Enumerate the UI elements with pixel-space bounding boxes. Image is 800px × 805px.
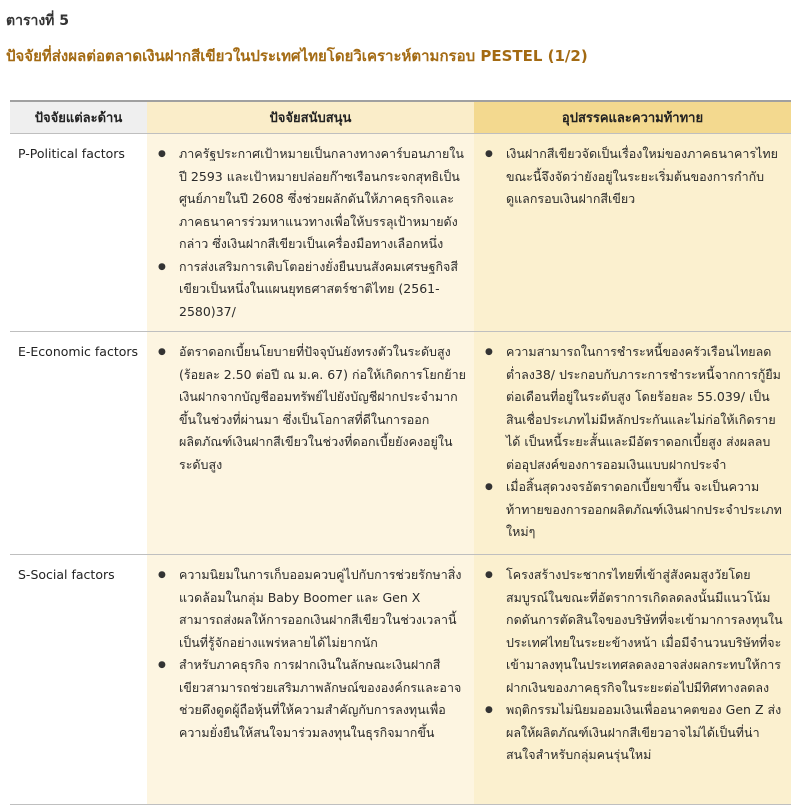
support-cell xyxy=(147,332,474,555)
support-cell xyxy=(147,134,474,332)
support-cell xyxy=(147,555,474,805)
table-row xyxy=(10,332,791,555)
table-row xyxy=(10,555,791,805)
header-obstacles: อุปสรรคและความท้าทาย xyxy=(474,101,791,134)
factor-cell: P-Political factors xyxy=(10,134,147,332)
header-factor: ปัจจัยแต่ละด้าน xyxy=(10,101,147,134)
obstacle-cell xyxy=(474,134,791,332)
list-item: ● สำหรับภาคธุรกิจ การฝากเงินในลักษณะเงินฝากสีเขียวสามารถช่วยเสริมภาพลักษณ์ขององค์กรและอาจช่วยดึงดูดผู้ถือหุ้นที่ให้ความสำคัญกับการลงทุนเพื่อความยั่งยืนให้สนใจมาร่วมลงทุนในธุรกิจมากขึ้น xyxy=(155,654,466,744)
header-supporting: ปัจจัยสนับสนุน xyxy=(147,101,474,134)
pestel-table xyxy=(10,100,791,805)
list-item: ● เงินฝากสีเขียวจัดเป็นเรื่องใหม่ของภาคธนาคารไทย ขณะนี้จึงจัดว่ายังอยู่ในระยะเริ่มต้นของการกำกับดูแลกรอบเงินฝากสีเขียว xyxy=(482,143,783,211)
obstacle-cell xyxy=(474,332,791,555)
table-title: ปัจจัยที่ส่งผลต่อตลาดเงินฝากสีเขียวในประเทศไทยโดยวิเคราะห์ตามกรอบ PESTEL (1/2) xyxy=(6,47,588,65)
factor-cell: E-Economic factors xyxy=(10,332,147,555)
list-item: ● ความนิยมในการเก็บออมควบคู่ไปกับการช่วยรักษาสิ่งแวดล้อมในกลุ่ม Baby Boomer และ Gen X สามารถส่งผลให้การออกเงินฝากสีเขียวในช่วงเวลานี้เป็นที่รู้จักอย่างแพร่หลายได้ไม่ยากนัก xyxy=(155,564,466,654)
list-item: ● ภาครัฐประกาศเป้าหมายเป็นกลางทางคาร์บอนภายในปี 2593 และเป้าหมายปล่อยก๊าซเรือนกระจกสุทธิเป็นศูนย์ภายในปี 2608 ซึ่งช่วยผลักดันให้ภาคธุรกิจและภาคธนาคารร่วมหาแนวทางเพื่อให้บรรลุเป้าหมายดังกล่าว ซึ่งเงินฝากสีเขียวเป็นเครื่องมือทางเลือกหนึ่ง xyxy=(155,143,466,256)
list-item: ● เมื่อสิ้นสุดวงจรอัตราดอกเบี้ยขาขึ้น จะเป็นความท้าทายของการออกผลิตภัณฑ์เงินฝากประจำประเภทใหม่ๆ xyxy=(482,476,783,544)
header-row xyxy=(10,101,791,134)
table-number-label: ตารางที่ 5 xyxy=(6,13,70,29)
table-row xyxy=(10,134,791,332)
list-item: ● ความสามารถในการชำระหนี้ของครัวเรือนไทยลดต่ำลง38/ ประกอบกับภาระการชำระหนี้จากการกู้ยืมต่อเดือนที่อยู่ในระดับสูง โดยร้อยละ 55.039/ เป็นสินเชื่อประเภทไม่มีหลักประกันและไม่ก่อให้เกิดรายได้ เป็นหนี้ระยะสั้นและมีอัตราดอกเบี้ยสูง ส่งผลลบต่ออุปสงค์ของการออมเงินแบบฝากประจำ xyxy=(482,341,783,476)
factor-cell: S-Social factors xyxy=(10,555,147,805)
list-item: ● การส่งเสริมการเติบโตอย่างยั่งยืนบนสังคมเศรษฐกิจสีเขียวเป็นหนึ่งในแผนยุทธศาสตร์ชาติไทย (2561-2580)37/ xyxy=(155,256,466,324)
obstacle-cell xyxy=(474,555,791,805)
list-item: ● โครงสร้างประชากรไทยที่เข้าสู่สังคมสูงวัยโดยสมบูรณ์ในขณะที่อัตราการเกิดลดลงนั้นมีแนวโน้มกดดันการตัดสินใจของบริษัทที่จะเข้ามาการลงทุนในประเทศไทยในระยะข้างหน้า เมื่อมีจำนวนบริษัทที่จะเข้ามาลงทุนในประเทศลดลงอาจส่งผลกระทบให้การฝากเงินของภาคธุรกิจในระยะต่อไปมีทิศทางลดลง xyxy=(482,564,783,699)
list-item: ● อัตราดอกเบี้ยนโยบายที่ปัจจุบันยังทรงตัวในระดับสูง (ร้อยละ 2.50 ต่อปี ณ ม.ค. 67) ก่อให้เกิดการโยกย้ายเงินฝากจากบัญชีออมทรัพย์ไปยังบัญชีฝากประจำมากขึ้นในช่วงที่ผ่านมา ซึ่งเป็นโอกาสที่ดีในการออกผลิตภัณฑ์เงินฝากสีเขียวในช่วงที่ดอกเบี้ยยังคงอยู่ในระดับสูง xyxy=(155,341,466,476)
list-item: ● พฤติกรรมไม่นิยมออมเงินเพื่ออนาคตของ Gen Z ส่งผลให้ผลิตภัณฑ์เงินฝากสีเขียวอาจไม่ได้เป็นที่น่าสนใจสำหรับกลุ่มคนรุ่นใหม่ xyxy=(482,699,783,767)
